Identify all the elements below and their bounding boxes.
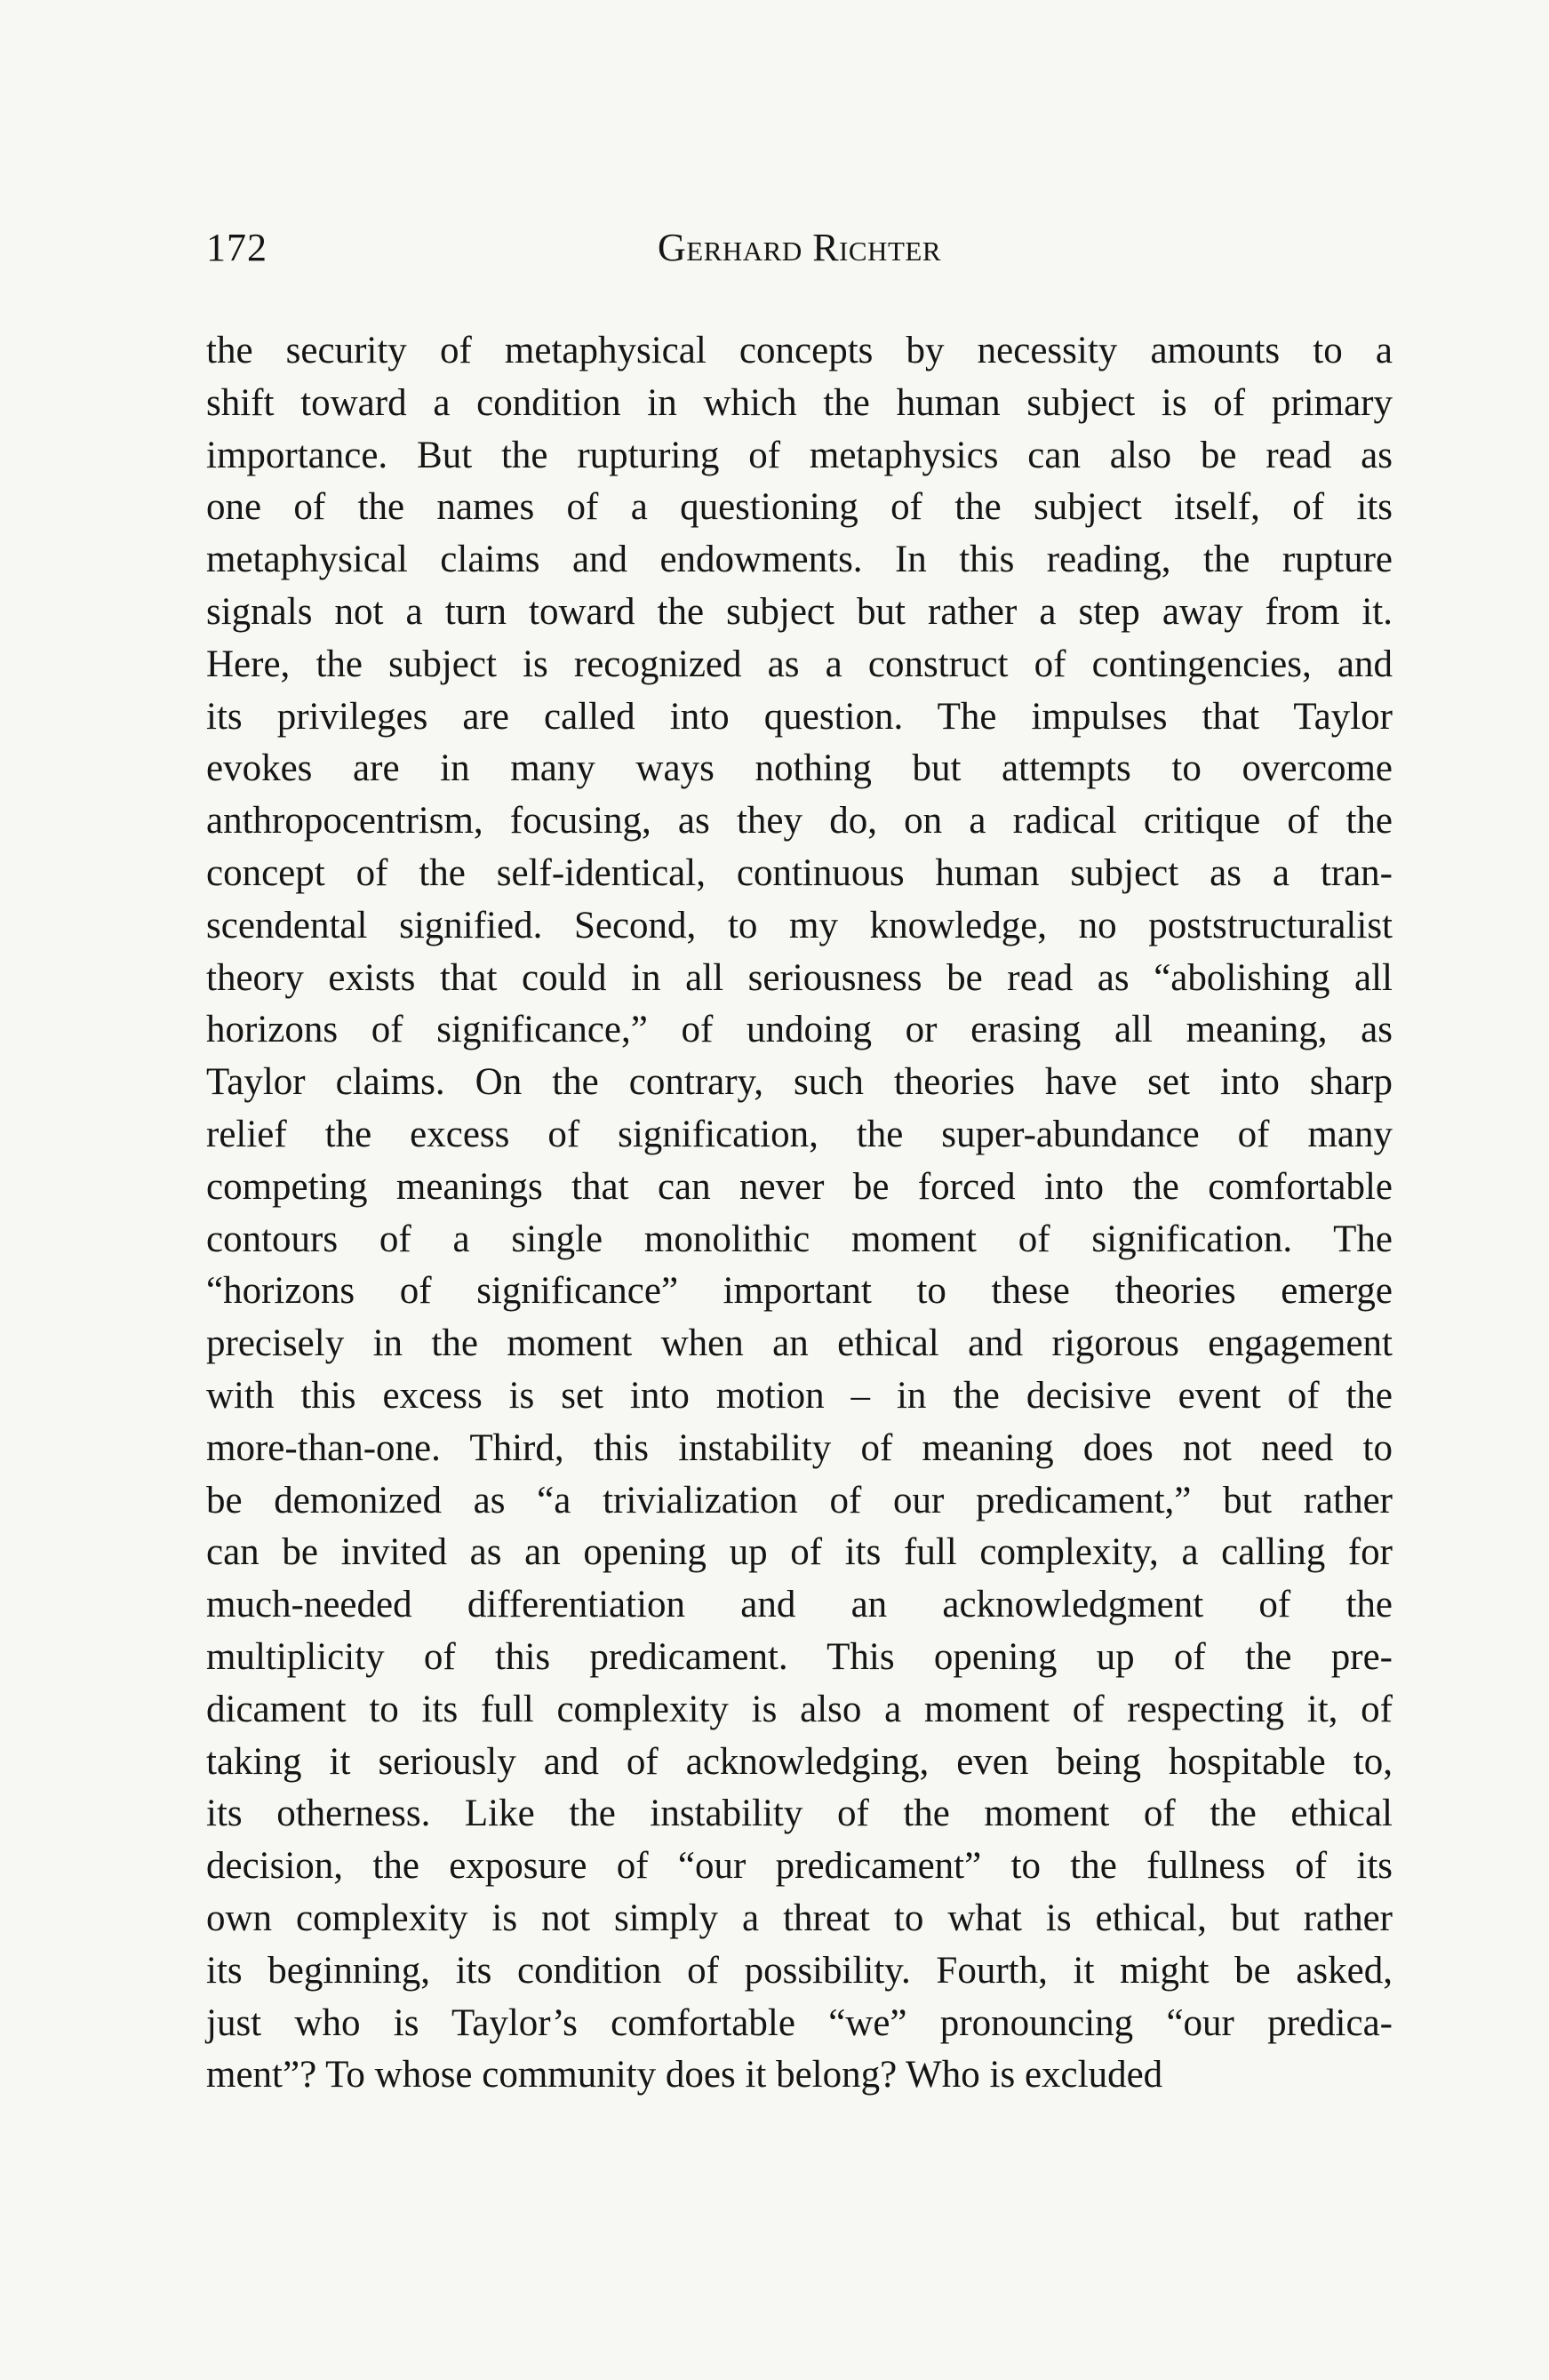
- text-line: concept of the self-identical, continuous human subject as a tran-: [206, 851, 1393, 894]
- text-line: just who is Taylor’s comfortable “we” pronouncing “our predica-: [206, 2001, 1393, 2044]
- text-line: taking it seriously and of acknowledging, even being hospitable to,: [206, 1740, 1393, 1783]
- text-line: evokes are in many ways nothing but attempts to overcome: [206, 747, 1393, 790]
- text-line: theory exists that could in all seriousness be read as “abolishing all: [206, 956, 1393, 999]
- text-line: “horizons of significance” important to these theories emerge: [206, 1270, 1393, 1313]
- text-line: its privileges are called into question. The impulses that Taylor: [206, 695, 1393, 738]
- text-line: competing meanings that can never be forced into the comfortable: [206, 1165, 1393, 1208]
- text-line: signals not a turn toward the subject but rather a step away from it.: [206, 590, 1393, 633]
- text-line: dicament to its full complexity is also a moment of respecting it, of: [206, 1688, 1393, 1730]
- text-line: contours of a single monolithic moment of signification. The: [206, 1218, 1393, 1260]
- running-title: Gerhard Richter: [657, 226, 941, 269]
- text-line: importance. But the rupturing of metaphysics can also be read as: [206, 434, 1393, 476]
- body-text: [206, 325, 1393, 2102]
- text-line: one of the names of a questioning of the subject itself, of its: [206, 486, 1393, 529]
- text-line: metaphysical claims and endowments. In this reading, the rupture: [206, 539, 1393, 581]
- text-line: own complexity is not simply a threat to what is ethical, but rather: [206, 1897, 1393, 1939]
- text-line: horizons of significance,” of undoing or erasing all meaning, as: [206, 1009, 1393, 1051]
- text-line: the security of metaphysical concepts by necessity amounts to a: [206, 330, 1393, 371]
- text-line: Here, the subject is recognized as a construct of contingencies, and: [206, 643, 1393, 685]
- text-line: relief the excess of signification, the super-abundance of many: [206, 1113, 1393, 1155]
- text-line: ment”? To whose community does it belong? Who is excluded: [206, 2054, 1163, 2096]
- text-line: decision, the exposure of “our predicament” to the fullness of its: [206, 1845, 1393, 1888]
- text-line: Taylor claims. On the contrary, such theories have set into sharp: [206, 1061, 1393, 1104]
- text-line: be demonized as “a trivialization of our predicament,” but rather: [206, 1479, 1393, 1521]
- page-number: 172: [206, 226, 267, 269]
- text-line: with this excess is set into motion – in the decisive event of the: [206, 1374, 1393, 1417]
- text-line: anthropocentrism, focusing, as they do, on a radical critique of the: [206, 800, 1393, 843]
- text-line: precisely in the moment when an ethical and rigorous engagement: [206, 1322, 1393, 1365]
- running-head: [206, 220, 1393, 276]
- text-line: can be invited as an opening up of its full complexity, a calling for: [206, 1531, 1393, 1574]
- text-line: much-needed differentiation and an acknowledgment of the: [206, 1584, 1393, 1626]
- text-line: shift toward a condition in which the human subject is of primary: [206, 381, 1393, 424]
- text-line: more-than-one. Third, this instability of meaning does not need to: [206, 1426, 1393, 1469]
- text-line: scendental signified. Second, to my knowledge, no poststructuralist: [206, 904, 1393, 946]
- text-line: multiplicity of this predicament. This opening up of the pre-: [206, 1635, 1393, 1678]
- text-line: its otherness. Like the instability of the moment of the ethical: [206, 1793, 1393, 1835]
- text-line: its beginning, its condition of possibility. Fourth, it might be asked,: [206, 1949, 1393, 1992]
